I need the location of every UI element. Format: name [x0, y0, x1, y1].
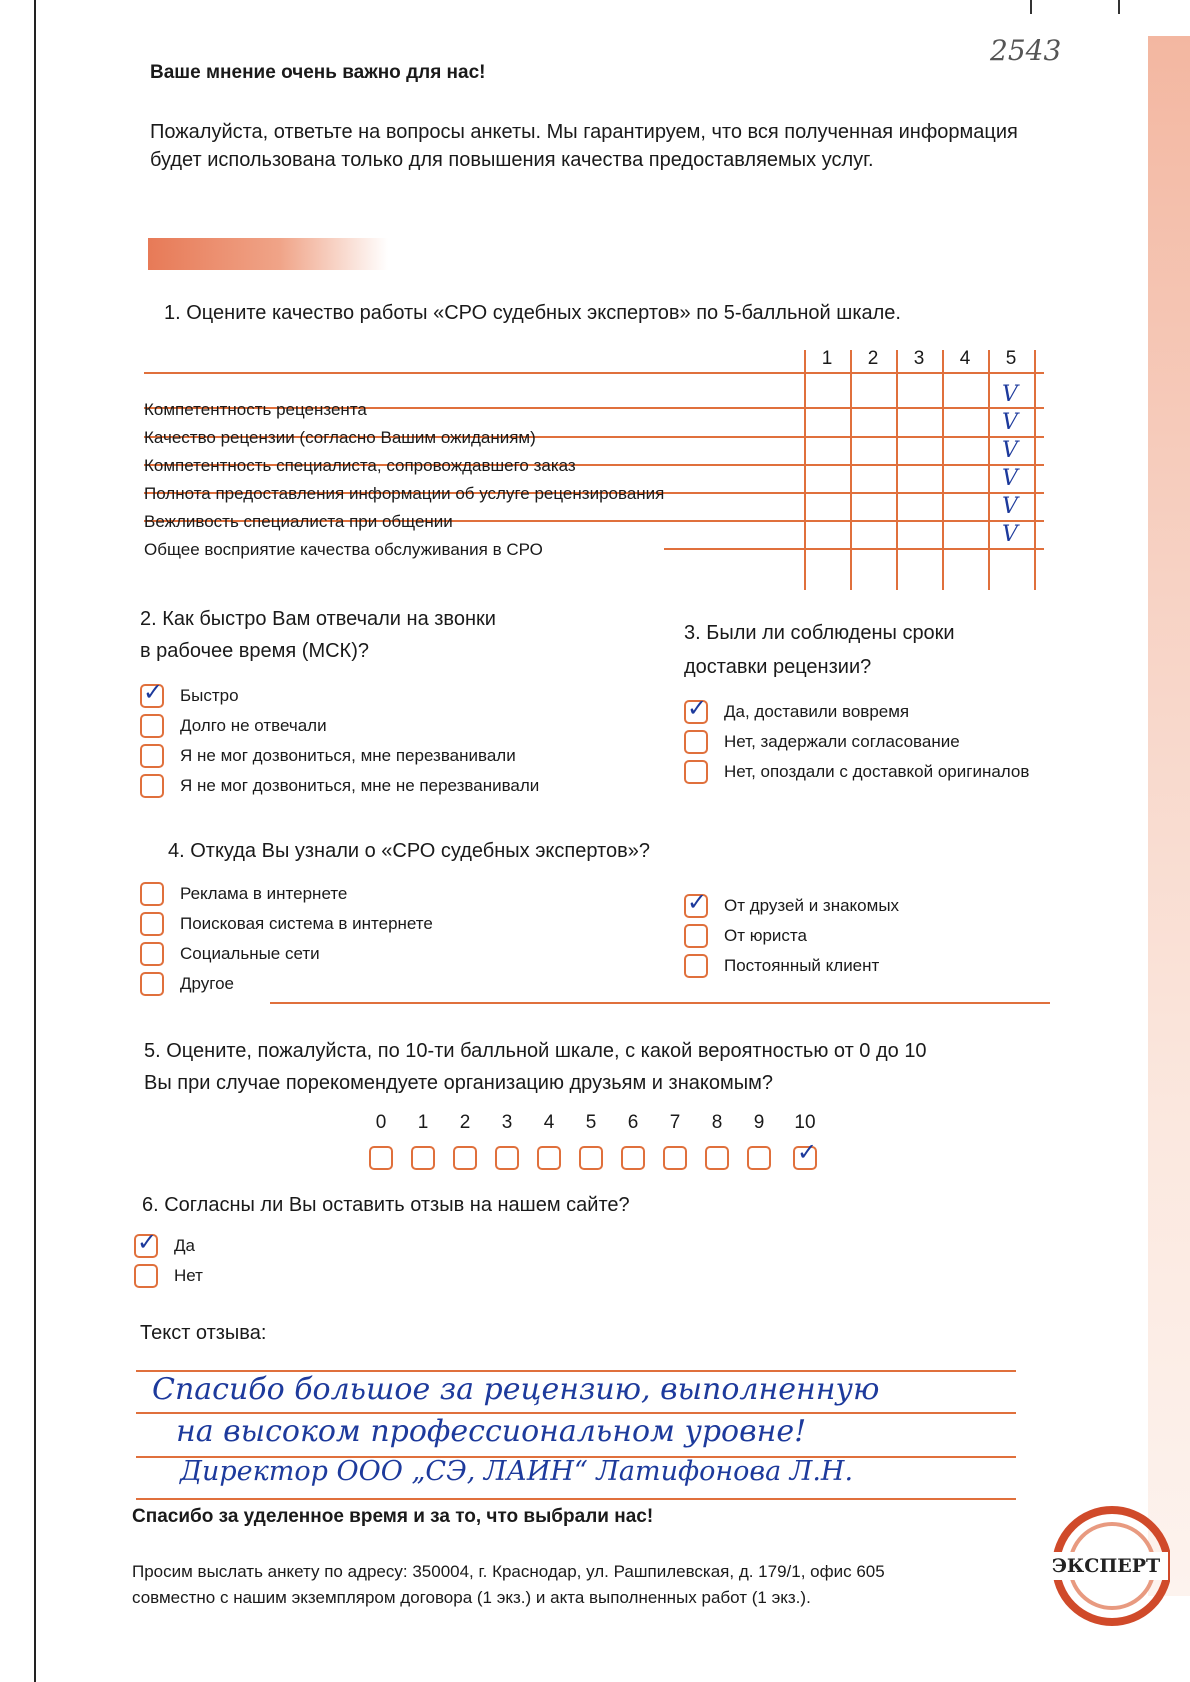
checkbox[interactable] [140, 882, 164, 906]
nps-checkbox[interactable] [495, 1146, 519, 1170]
q4-option[interactable]: Социальные сети [140, 942, 320, 966]
handwritten-page-number: 2543 [990, 34, 1062, 67]
checkbox[interactable] [140, 684, 164, 708]
nps-label: 1 [417, 1112, 429, 1133]
question-2-title-cont: в рабочее время (МСК)? [140, 640, 369, 662]
intro-text: Пожалуйста, ответьте на вопросы анкеты. Мы гарантируем, что вся полученная информация будет использована только для повышения качества предоставляемых услуг. [150, 121, 1018, 171]
nps-checkbox[interactable] [663, 1146, 687, 1170]
nps-checkbox[interactable] [621, 1146, 645, 1170]
rating-row-label: Полнота предоставления информации об услуге рецензирования [144, 484, 665, 503]
scale-1: 1 [821, 348, 833, 369]
rating-check-mark[interactable]: V [1002, 522, 1018, 547]
logo-text: ЭКСПЕРТ [1051, 1555, 1161, 1577]
question-2-title: 2. Как быстро Вам отвечали на звонки [140, 608, 496, 630]
review-handwriting[interactable]: Директор ООО „СЭ, ЛАИН“ Латифонова Л.Н. [180, 1456, 854, 1487]
question-6-title: 6. Согласны ли Вы оставить отзыв на нашем сайте? [142, 1194, 630, 1216]
rating-check-mark[interactable]: V [1002, 382, 1018, 407]
checkbox[interactable] [134, 1264, 158, 1288]
q2-option[interactable]: Долго не отвечали [140, 714, 327, 738]
rating-row-label: Вежливость специалиста при общении [144, 512, 453, 531]
checkbox[interactable] [140, 744, 164, 768]
nps-label: 9 [753, 1112, 765, 1133]
q6-option[interactable]: ✓ Да [134, 1234, 195, 1258]
checkbox[interactable] [684, 924, 708, 948]
rating-row-label: Качество рецензии (согласно Вашим ожиданиям) [144, 428, 536, 447]
checkbox[interactable] [684, 730, 708, 754]
checkbox[interactable] [140, 912, 164, 936]
review-handwriting[interactable]: Спасибо большое за рецензию, выполненную [152, 1372, 880, 1407]
nps-checkbox[interactable] [453, 1146, 477, 1170]
q3-option[interactable]: Нет, опоздали с доставкой оригиналов [684, 760, 1029, 784]
question-4-title: 4. Откуда Вы узнали о «СРО судебных экспертов»? [168, 840, 650, 862]
q6-option[interactable]: Нет [134, 1264, 203, 1288]
nps-checkbox[interactable] [705, 1146, 729, 1170]
scale-3: 3 [913, 348, 925, 369]
checkbox[interactable] [684, 760, 708, 784]
nps-checkbox[interactable] [537, 1146, 561, 1170]
review-label: Текст отзыва: [140, 1322, 267, 1344]
rating-check-mark[interactable]: V [1002, 410, 1018, 435]
scan-border-line [34, 0, 36, 1682]
footer-address-cont: совместно с нашим экземпляром договора (1 экз.) и акта выполненных работ (1 экз.). [132, 1588, 811, 1607]
scale-5: 5 [1005, 348, 1017, 369]
rating-table [144, 348, 1044, 590]
nps-checkbox[interactable] [411, 1146, 435, 1170]
checkbox[interactable] [140, 942, 164, 966]
nps-checkbox[interactable] [579, 1146, 603, 1170]
review-handwriting[interactable]: на высоком профессиональном уровне! [176, 1414, 807, 1449]
question-3-title: 3. Были ли соблюдены сроки [684, 622, 955, 644]
nps-label: 7 [669, 1112, 681, 1133]
nps-label: 4 [543, 1112, 555, 1133]
q4-option[interactable]: Реклама в интернете [140, 882, 347, 906]
checkbox[interactable] [134, 1234, 158, 1258]
checkbox[interactable] [684, 954, 708, 978]
checkbox[interactable] [140, 714, 164, 738]
scan-tick [1030, 0, 1032, 14]
rating-check-mark[interactable]: V [1002, 438, 1018, 463]
checkbox[interactable] [684, 894, 708, 918]
question-5-title-cont: Вы при случае порекомендуете организацию друзьям и знакомым? [144, 1072, 773, 1094]
q4-option[interactable]: От юриста [684, 924, 807, 948]
rating-row-label: Общее восприятие качества обслуживания в СРО [144, 540, 543, 559]
nps-label: 5 [585, 1112, 597, 1133]
q2-option[interactable]: Я не мог дозвониться, мне не перезванивали [140, 774, 539, 798]
rating-check-mark[interactable]: V [1002, 466, 1018, 491]
q4-option[interactable]: Постоянный клиент [684, 954, 879, 978]
rating-check-mark[interactable]: V [1002, 494, 1018, 519]
nps-checkbox-selected[interactable] [793, 1146, 817, 1170]
rating-row-label: Компетентность специалиста, сопровождавшего заказ [144, 456, 576, 475]
scan-tick [1118, 0, 1120, 14]
q4-option[interactable]: Поисковая система в интернете [140, 912, 433, 936]
q3-option[interactable]: ✓ Да, доставили вовремя [684, 700, 909, 724]
expert-logo [1042, 1500, 1170, 1628]
scale-4: 4 [959, 348, 971, 369]
checkbox[interactable] [684, 700, 708, 724]
question-5-title: 5. Оцените, пожалуйста, по 10-ти балльной шкале, с какой вероятностью от 0 до 10 [144, 1040, 927, 1062]
nps-label: 6 [627, 1112, 639, 1133]
question-1-title: 1. Оцените качество работы «СРО судебных экспертов» по 5-балльной шкале. [164, 302, 901, 324]
rating-row-label: Компетентность рецензента [144, 400, 367, 419]
q3-option[interactable]: Нет, задержали согласование [684, 730, 960, 754]
question-3-title-cont: доставки рецензии? [684, 656, 872, 678]
q4-option[interactable]: ✓ От друзей и знакомых [684, 894, 899, 918]
page-title: Ваше мнение очень важно для нас! [150, 62, 486, 83]
nps-label: 3 [501, 1112, 513, 1133]
q2-option[interactable]: ✓ Быстро [140, 684, 239, 708]
review-line [136, 1498, 1016, 1500]
checkbox[interactable] [140, 774, 164, 798]
nps-label: 10 [794, 1112, 816, 1133]
checkbox[interactable] [140, 972, 164, 996]
footer-address: Просим выслать анкету по адресу: 350004, г. Краснодар, ул. Рашпилевская, д. 179/1, офис 605 [132, 1562, 885, 1581]
footer-thanks: Спасибо за уделенное время и за то, что выбрали нас! [132, 1506, 654, 1527]
other-answer-line[interactable] [270, 1002, 1050, 1004]
nps-checkbox[interactable] [747, 1146, 771, 1170]
section-bar [148, 238, 388, 270]
paper-edge-shading [1148, 36, 1190, 1596]
nps-label: 2 [459, 1112, 471, 1133]
nps-label: 0 [375, 1112, 387, 1133]
q4-option[interactable]: Другое [140, 972, 234, 996]
q2-option[interactable]: Я не мог дозвониться, мне перезванивали [140, 744, 516, 768]
nps-checkbox[interactable] [369, 1146, 393, 1170]
nps-label: 8 [711, 1112, 723, 1133]
scale-2: 2 [867, 348, 879, 369]
